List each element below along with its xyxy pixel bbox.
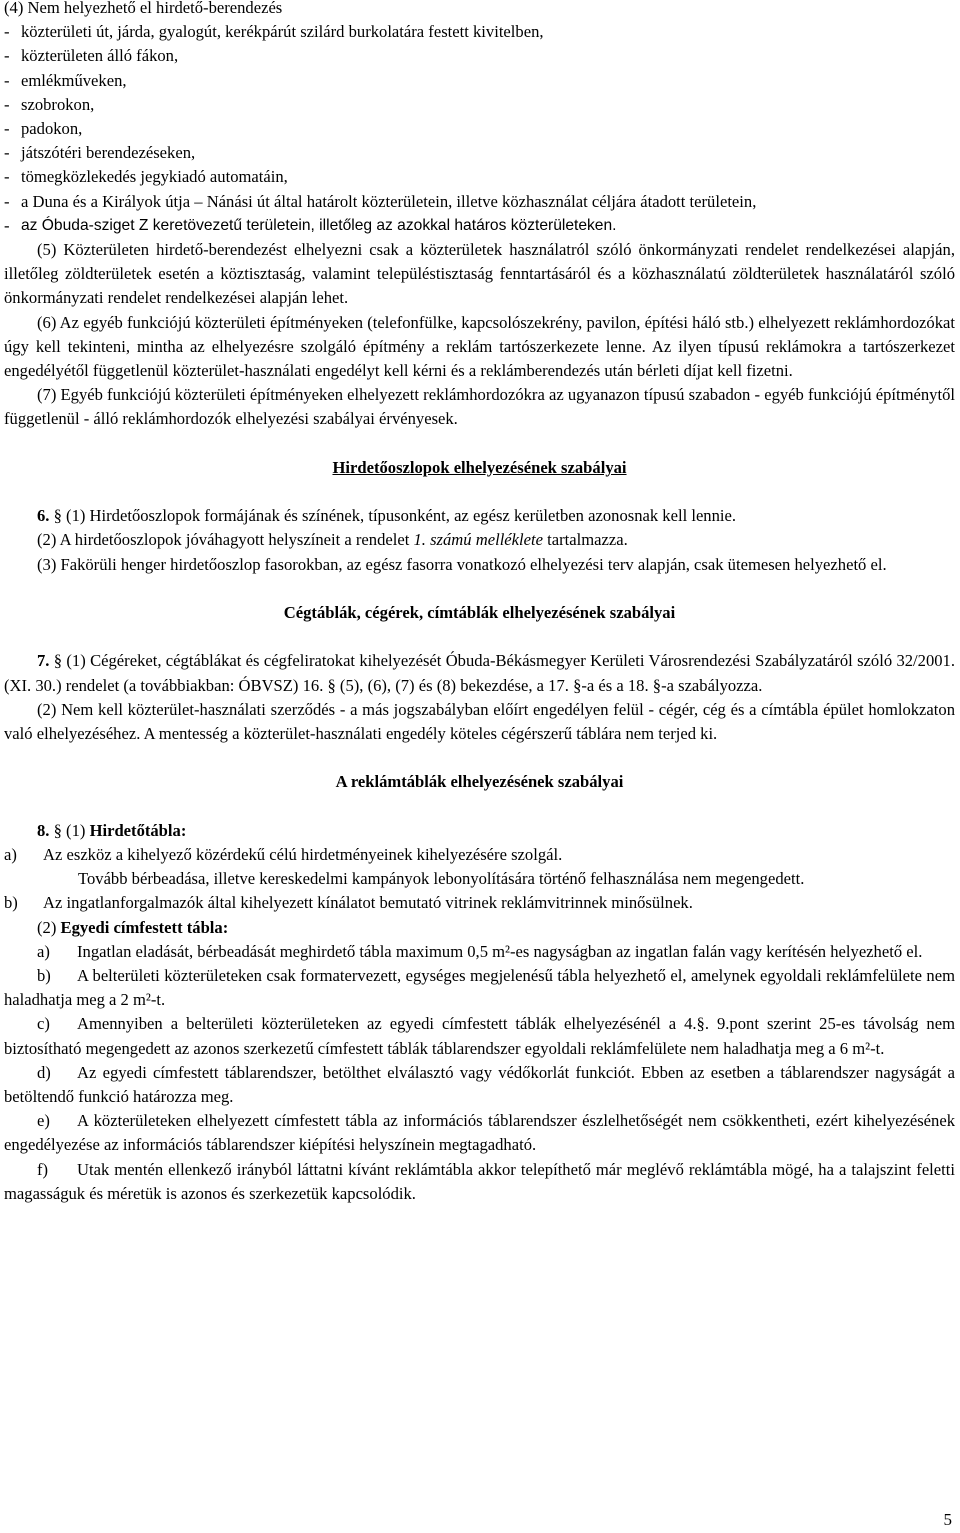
sub-item-a: a) Ingatlan eladását, bérbeadását meghirdető tábla maximum 0,5 m²-es nagyságban az ingatlan falán vagy kerítésén helyezhető el. [37,941,923,961]
heading-reklamtablak: A reklámtáblák elhelyezésének szabályai [335,772,624,792]
section-8-paragraph-1: 8. § (1) Hirdetőtábla: [37,820,187,840]
sub-item-b: b) A belterületi közterületeken csak formatervezett, egységes megjelenésű tábla helyezhető el, amelynek egyoldali reklámfelülete nem haladhatja meg a 2 m²-t. [4,966,955,1010]
sub-item-c: c) Amennyiben a belterületi közterületeken az egyedi címfestett táblák elhelyezésénél a 4.§. 9.pont szerint 25-es távolság nem biztosítható megengedett az azonos szerkezetű címfestett táblák táblarendszer egyoldali reklámfelülete nem haladhatja meg a 6 m²-t. [4,1014,955,1058]
list-item: - szobrokon, [4,94,95,114]
list-item: - játszótéri berendezéseken, [4,143,196,163]
sub-item-d: d) Az egyedi címfestett táblarendszer, betölthet elválasztó vagy védőkorlát funkciót. Ebben az esetben a táblarendszer nagyságát a betöltendő funkció határozza meg. [4,1062,955,1107]
list-item: a) Az eszköz a kihelyező közérdekű célú hirdetményeinek kihelyezésére szolgál. [4,845,563,865]
section-4-list [4,20,955,238]
paragraph-5: (5) Közterületen hirdető-berendezést elhelyezni csak a közterületek használatról szóló önkormányzati rendelet rendelkezései alapján, illetőleg zöldterületek esetén a köztisztaság, valamint településtisztaság fenntartásáról és a közhasználatú zöldterületek használatáról szóló önkormányzati rendelet rendelkezései alapján lehet. [4,240,955,308]
section-4-heading: (4) Nem helyezhető el hirdető-berendezés [4,0,283,17]
section-6-paragraph-3: (3) Fakörüli henger hirdetőoszlop fasorokban, az egész fasorra vonatkozó elhelyezési terv alapján, csak ütemesen helyezhető el. [37,554,887,574]
section-8-paragraph-2: (2) Egyedi címfestett tábla: [37,917,229,937]
document-page [4,0,955,1206]
heading-cegtablak: Cégtáblák, cégérek, címtáblák elhelyezésének szabályai [283,603,676,623]
list-item: - közterületen álló fákon, [4,46,179,66]
sub-item-f: f) Utak mentén ellenkező irányból láttatni kívánt reklámtábla akkor telepíthető már meglévő reklámtábla mögé, ha a talajszint feletti magasságuk és méretük is azonos és szerkezetük kapcsolódik. [4,1159,955,1203]
section-6-paragraph-1: 6. § (1) Hirdetőoszlopok formájának és színének, típusonként, az egész kerületben azonosnak kell lennie. [37,506,737,526]
list-item: b) Az ingatlanforgalmazók által kihelyezett kínálatot bemutató vitrinek reklámvitrinnek minősülnek. [4,893,693,913]
list-item: - padokon, [4,119,83,139]
heading-hirdetooszlopok: Hirdetőoszlopok elhelyezésének szabályai [332,457,627,477]
section-6-paragraph-2: (2) A hirdetőoszlopok jóváhagyott helyszíneit a rendelet 1. számú melléklete tartalmazza. [37,530,628,550]
section-7-paragraph-2: (2) Nem kell közterület-használati szerződés - a más jogszabályban előírt engedélyen felül - cégér, cég és a címtábla épület homlokzaton való elhelyezéséhez. A mentesség a közterület-használati engedély köteles cégérszerű táblára nem terjed ki. [4,699,955,744]
page-number: 5 [943,1510,952,1529]
list-item: - az Óbuda-sziget Z keretövezetű területein, illetőleg az azokkal határos közterületeken. [4,215,617,235]
list-item-continuation: Tovább bérbeadása, illetve kereskedelmi kampányok lebonyolítására történő felhasználása nem megengedett. [78,869,805,889]
list-item: - emlékműveken, [4,70,127,90]
section-7-paragraph-1: 7. § (1) Cégéreket, cégtáblákat és cégfeliratokat kihelyezését Óbuda-Békásmegyer Kerületi Városrendezési Szabályzatáról szóló 32/2001. (XI. 30.) rendelet (a továbbiakban: ÓBVSZ) 16. § (5), (6), (7) és (8) bekezdése, a 17. §-a és a 18. §-a szabályozza. [4,651,955,695]
paragraph-7: (7) Egyéb funkciójú közterületi építményeken elhelyezett reklámhordozókra az ugyanazon típusú szabadon - egyéb funkciójú építménytől függetlenül - álló reklámhordozók elhelyezési szabályai érvényesek. [4,385,955,429]
sub-item-e: e) A közterületeken elhelyezett címfestett tábla az információs táblarendszer észlelhetőségét nem csökkentheti, ezért kihelyezésének engedélyezése az információs táblarendszer kiépítési helyszínein megtagadható. [4,1111,955,1155]
list-item-wrapped: - a Duna és a Királyok útja – Nánási út által határolt közterületein, illetve közhasználat céljára átadott területein, [4,191,757,211]
list-item: - tömegközlekedés jegykiadó automatáin, [4,167,288,187]
list-item: - közterületi út, járda, gyalogút, kerékpárút szilárd burkolatára festett kivitelben, [4,22,544,42]
paragraph-6: (6) Az egyéb funkciójú közterületi építményeken (telefonfülke, kapcsolószekrény, pavilon, építési háló stb.) elhelyezett reklámhordozókat úgy kell tekinteni, mintha az elhelyezésre szolgáló építmény a reklám tartószerkezete lenne. Az ilyen típusú reklámokra a tartószerkezet engedélyétől függetlenül közterület-használati engedélyt kell kérni és a reklámberendezés után bérleti díjat kell fizetni. [4,312,955,381]
